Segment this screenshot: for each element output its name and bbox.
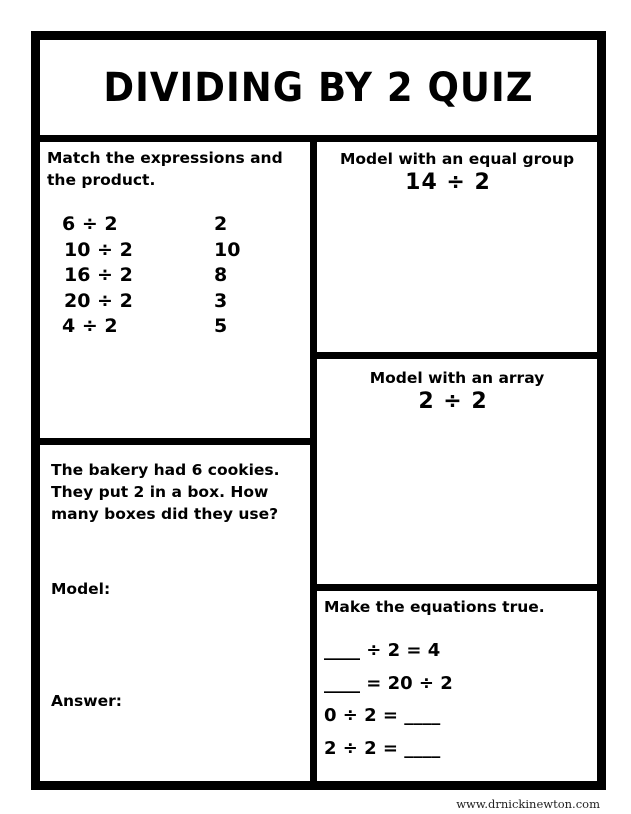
match-heading: Match the expressions and the product. (47, 149, 283, 189)
title-divider (40, 135, 597, 142)
center-divider (310, 135, 317, 781)
equations-heading: Make the equations true. (324, 598, 545, 616)
array-panel (317, 359, 597, 584)
equation-item: 0 ÷ 2 = ____ (324, 705, 441, 726)
model-label: Model: (51, 580, 111, 598)
equation-item: ____ ÷ 2 = 4 (324, 640, 441, 661)
equation-list (324, 635, 453, 765)
expression-list (62, 212, 133, 340)
equation-item: 2 ÷ 2 = ____ (324, 737, 441, 759)
expression-item: 4 ÷ 2 (62, 315, 118, 337)
product-item: 2 (214, 213, 228, 235)
website-footer: www.drnickinewton.com (456, 797, 600, 811)
answer-label: Answer: (51, 692, 122, 710)
equal-group-panel (317, 142, 597, 352)
product-item: 5 (214, 315, 228, 337)
match-panel (40, 142, 310, 438)
product-item: 8 (214, 264, 228, 286)
expression-item: 6 ÷ 2 (62, 213, 118, 235)
product-item: 3 (214, 289, 228, 312)
right-column-divider-lower (317, 584, 597, 591)
product-item: 10 (214, 238, 241, 261)
equation-item: ____ = 20 ÷ 2 (324, 672, 453, 694)
left-column-divider (40, 438, 310, 445)
quiz-sheet (31, 31, 606, 790)
expression-item: 10 ÷ 2 (64, 238, 133, 261)
array-expression: 2 ÷ 2 (418, 389, 488, 414)
word-problem-panel (40, 445, 310, 781)
array-heading: Model with an array (369, 369, 545, 387)
equal-group-expression: 14 ÷ 2 (405, 170, 491, 195)
product-list (214, 212, 240, 340)
right-column-divider-upper (317, 352, 597, 359)
page-title: DIVIDING BY 2 QUIZ (103, 64, 534, 111)
equations-panel (317, 591, 597, 781)
word-problem-question: The bakery had 6 cookies. They put 2 in a box. How many boxes did they use? (51, 461, 280, 523)
equal-group-heading: Model with an equal group (339, 150, 575, 168)
title-box (40, 40, 597, 135)
expression-item: 20 ÷ 2 (64, 289, 133, 312)
expression-item: 16 ÷ 2 (64, 264, 133, 286)
